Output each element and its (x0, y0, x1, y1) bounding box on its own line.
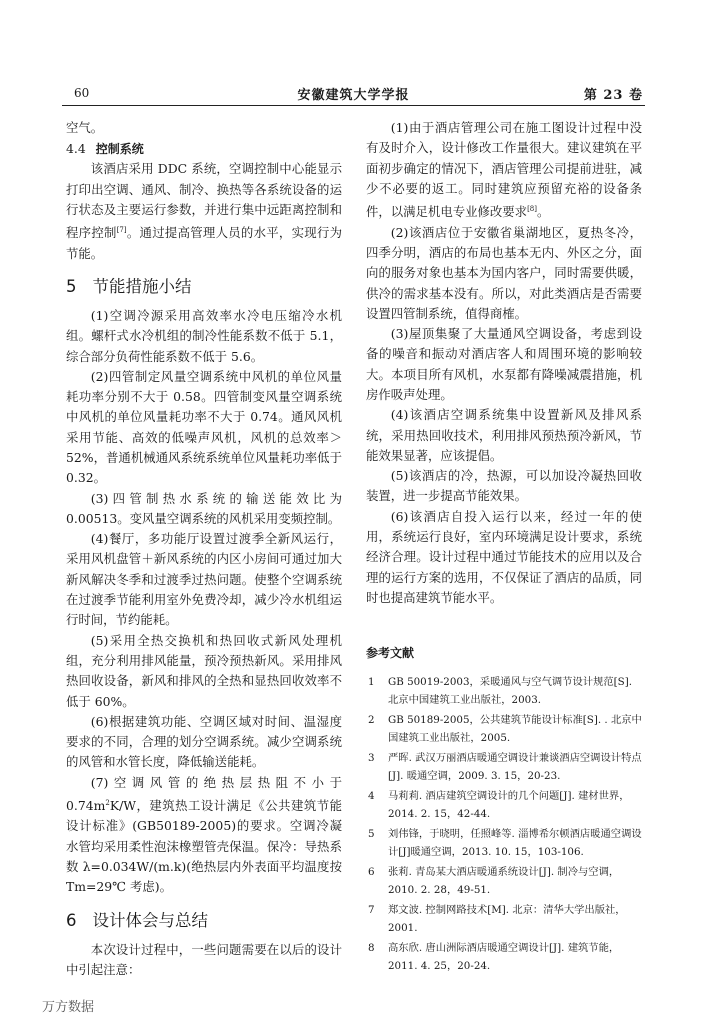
text-run: 。通过提高管理人员的水平，实现行为节能。 (66, 225, 343, 261)
reference-item (366, 863, 642, 899)
paragraph-summary-intro: 本次设计过程中，一些问题需要在以后的设计中引起注意： (66, 941, 342, 977)
paragraph-lesson-2: (2)该酒店位于安徽省巢湖地区，夏热冬冷，四季分明，酒店的布局也基本无内、外区之分，面向的服务对象也基本为国内客户，同时需要供暖，供冷的需求基本没有。所以，对此类酒店是否需要设置四管制系统，值得商榷。 (366, 224, 642, 321)
paragraph-lesson-3: (3)屋顶集聚了大量通风空调设备，考虑到设备的噪音和振动对酒店客人和周围环境的影响较大。本项目所有风机，水泵都有降噪减震措施，机房作吸声处理。 (366, 326, 642, 402)
section-6-heading (66, 910, 342, 932)
reference-text: 张莉. 青岛某大酒店暖通系统设计[J]. 制冷与空调，2010. 2. 28，49-51. (388, 866, 620, 897)
paragraph-item-5: (5)采用全热交换机和热回收式新风处理机组，充分利用排风能量，预冷预热新风。采用排风热回收设备，新风和排风的全热和显热回收效率不低于 60%。 (66, 632, 342, 709)
reference-number: 2 (368, 714, 375, 727)
volume-label: 第 23 卷 (583, 88, 643, 103)
running-header (62, 84, 645, 104)
reference-item (366, 749, 642, 785)
citation-ref: [7] (116, 226, 127, 235)
reference-item (366, 787, 642, 823)
paragraph-lesson-5: (5)该酒店的冷，热源，可以加设冷凝热回收装置，进一步提高节能效果。 (366, 468, 642, 504)
reference-number: 3 (368, 752, 375, 765)
paragraph-item-2: (2)四管制定风量空调系统中风机的单位风量耗功率分别不大于 0.58。四管制变风量空调系统中风机的单位风量耗功率不大于 0.74。通风风机采用节能、高效的低噪声风机，风机的总效率＞52%，普通机械通风系统系统单位风量耗功率低于 0.32。 (66, 368, 342, 486)
paragraph-lesson-6: (6)该酒店自投入运行以来，经过一年的使用，系统运行良好，室内环境满足设计要求，系统经济合理。设计过程中通过节能技术的应用以及合理的运行方案的选用，不仅保证了酒店的品质，同时也提高建筑节能水平。 (366, 508, 642, 605)
section-5-heading (66, 276, 342, 298)
reference-item (366, 673, 642, 709)
reference-item (366, 825, 642, 861)
text-run: 该酒店采用 DDC 系统，空调控制中心能显示打印出空调、通风、制冷、换热等各系统设备的运行状态及主要运行参数，并进行集中远距离控制和程序控制 (66, 161, 342, 241)
reference-number: 1 (368, 676, 375, 689)
reference-text: 马莉莉. 酒店建筑空调设计的几个问题[J]. 建材世界，2014. 2. 15，42-44. (388, 790, 630, 821)
reference-text: 高东欣. 唐山洲际酒店暖通空调设计[J]. 建筑节能，2011. 4. 25，20-24. (388, 942, 620, 973)
left-column (66, 118, 342, 980)
section-number: 6 (66, 910, 77, 930)
text-run: (1)由于酒店管理公司在施工图设计过程中没有及时介入，设计修改工作量很大。建议建筑在平面初步确定的情况下，酒店管理公司提前进驻，减少不必要的返工。同时建筑应预留充裕的设备条件，以满足机电专业修改要求 (366, 120, 642, 220)
references-heading: 参考文献 (366, 646, 415, 661)
reference-number: 4 (368, 790, 375, 803)
paragraph-control-system (66, 159, 342, 264)
reference-item (366, 901, 642, 937)
reference-text: GB 50019-2003，采暖通风与空气调节设计规范[S]. 北京中国建筑工业出版社，2003. (388, 676, 633, 707)
reference-text: GB 50189-2005，公共建筑节能设计标准[S]. . 北京中国建筑工业出版社，2005. (388, 714, 642, 745)
paragraph-item-6: (6)根据建筑功能、空调区域对时间、温湿度要求的不同，合理的划分空调系统。减少空调系统的风管和水管长度，降低输送能耗。 (66, 713, 342, 770)
journal-title: 安徽建筑大学学报 (297, 88, 410, 103)
right-column (366, 118, 642, 977)
paragraph-item-7 (66, 773, 342, 898)
citation-ref: [8] (527, 205, 537, 214)
paragraph-item-4: (4)餐厅，多功能厅设置过渡季全新风运行，采用风机盘管＋新风系统的内区小房间可通过加大新风解决冬季和过渡季过热问题。使整个空调系统在过渡季节能利用室外免费冷却，减少冷水机组运行时间，节约能耗。 (66, 531, 342, 628)
reference-number: 5 (368, 828, 375, 841)
section-number: 5 (66, 276, 77, 296)
paragraph-item-1: (1)空调冷源采用高效率水冷电压缩冷水机组。螺杆式水冷机组的制冷性能系数不低于 5.1，综合部分负荷性能系数不低于 5.6。 (66, 307, 342, 364)
reference-text: 严晖. 武汉万丽酒店暖通空调设计兼谈酒店空调设计特点[J]. 暖通空调，2009. 3. 15，20-23. (388, 752, 642, 783)
section-title: 节能措施小结 (92, 276, 192, 296)
reference-item (366, 939, 642, 975)
paragraph-continuation: 空气。 (66, 120, 104, 135)
section-title: 设计体会与总结 (92, 910, 208, 930)
reference-number: 8 (368, 942, 375, 955)
reference-text: 郑文波. 控制网路技术[M]. 北京：清华大学出版社，2001. (388, 904, 626, 935)
watermark: 万方数据 (42, 1000, 95, 1015)
reference-number: 6 (368, 866, 375, 879)
superscript: 2 (105, 799, 110, 808)
paragraph-lesson-4: (4)该酒店空调系统集中设置新风及排风系统，采用热回收技术，利用排风预热预冷新风，节能效果显著，应该提倡。 (366, 407, 642, 463)
paragraph-lesson-1 (366, 118, 642, 223)
reference-list (366, 673, 642, 975)
reference-text: 刘伟锋，于晓明，任照峰等. 淄博希尔顿酒店暖通空调设计[J]暖通空调，2013. 10. 15，103-106. (388, 828, 642, 859)
text-run: 。 (537, 204, 550, 220)
page-number: 60 (74, 86, 90, 100)
section-number: 4.4 (66, 141, 86, 157)
text-run: (7)空调风管的绝热层热阻不小于 0.74m (66, 774, 342, 814)
reference-number: 7 (368, 904, 375, 917)
header-rule (62, 105, 645, 106)
section-4-4-heading (66, 139, 342, 159)
section-title: 控制系统 (95, 142, 144, 157)
reference-item (366, 711, 642, 747)
paragraph-item-3: (3)四管制热水系统的输送能效比为 0.00513。变风量空调系统的风机采用变频控制。 (66, 490, 342, 526)
text-run: K/W，建筑热工设计满足《公共建筑节能设计标准》(GB50189-2005)的要求。空调冷凝水管均采用柔性泡沫橡塑管壳保温。保冷：导热系数 λ=0.034W/(m.k)(绝热层内外表面平均温度按 Tm=29℃ 考虑)。 (66, 798, 342, 895)
